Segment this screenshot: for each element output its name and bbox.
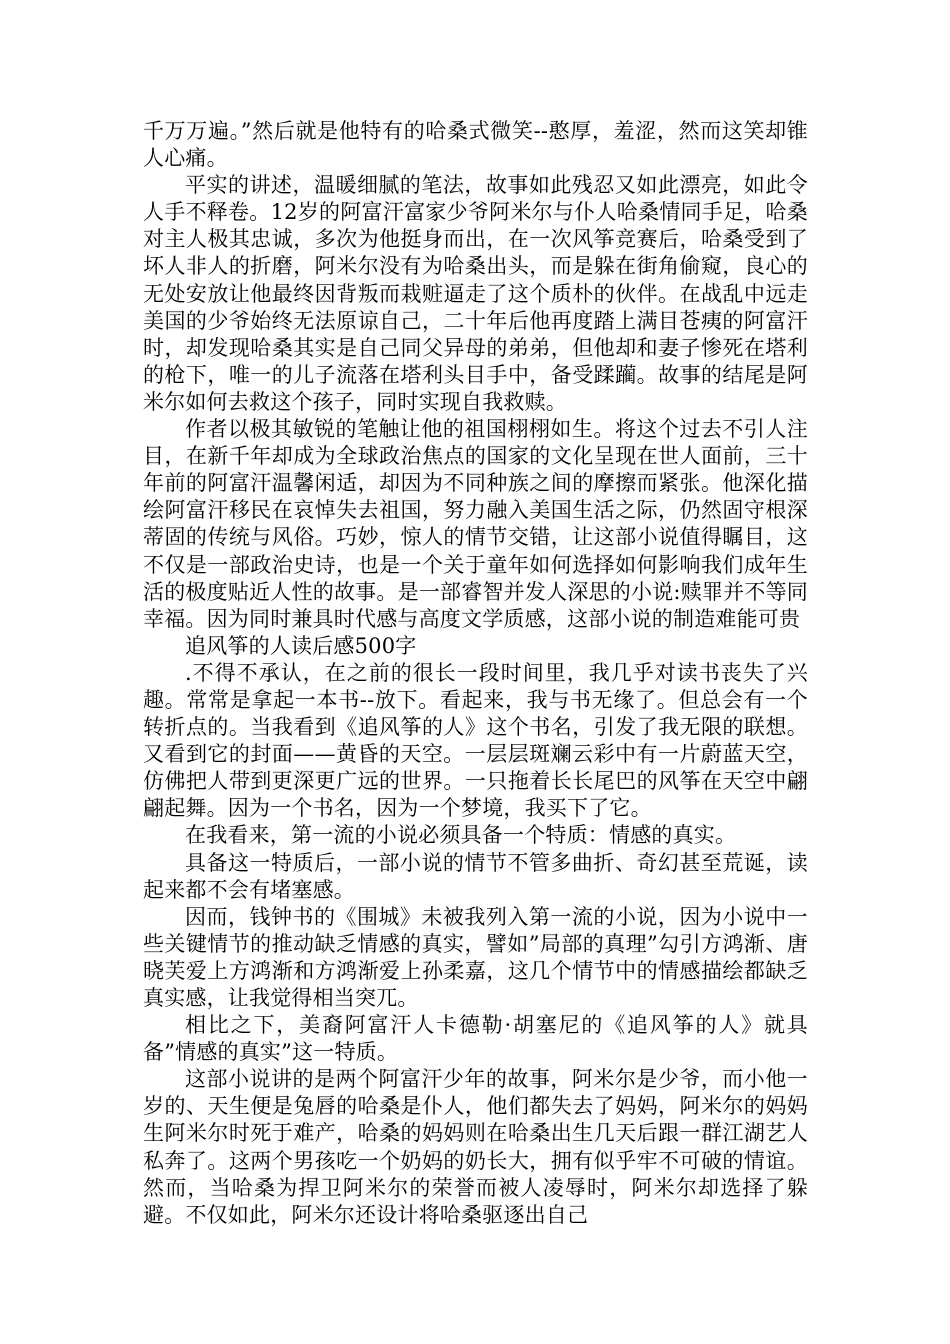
paragraph-story-of-two-boys: 这部小说讲的是两个阿富汗少年的故事，阿米尔是少爷，而小他一岁的、天生便是兔唇的哈桑是仆人，他们都失去了妈妈，阿米尔的妈妈生阿米尔时死于难产，哈桑的妈妈则在哈桑出生几天后跟一群江湖艺人私奔了。这两个男孩吃一个奶妈的奶长大，拥有似乎牢不可破的情谊。然而，当哈桑为捍卫阿米尔的荣誉而被人凌辱时，阿米尔却选择了躲避。不仅如此，阿米尔还设计将哈桑驱逐出自己: [143, 1067, 808, 1227]
paragraph-author-portrayal: 作者以极其敏锐的笔触让他的祖国栩栩如生。将这个过去不引人注目，在新千年却成为全球政治焦点的国家的文化呈现在世人面前，三十年前的阿富汗温馨闲适，却因为不同种族之间的摩擦而紧张。他深化描绘阿富汗移民在哀悼失去祖国，努力融入美国生活之际，仍然固守根深蒂固的传统与风俗。巧妙，惊人的情节交错，让这部小说值得瞩目，这不仅是一部政治史诗，也是一个关于童年如何选择如何影响我们成年生活的极度贴近人性的故事。是一部睿智并发人深思的小说:赎罪并不等同幸福。因为同时兼具时代感与高度文学质感，这部小说的制造难能可贵: [143, 417, 808, 631]
paragraph-continuation: 千万万遍。”然后就是他特有的哈桑式微笑--憨厚，羞涩，然而这笑却锥人心痛。: [143, 119, 808, 171]
document-body: [143, 118, 808, 1229]
paragraph-plot-quality: 具备这一特质后，一部小说的情节不管多曲折、奇幻甚至荒诞，读起来都不会有堵塞感。: [143, 850, 808, 902]
paragraph-comparison: 相比之下，美裔阿富汗人卡德勒·胡塞尼的《追风筝的人》就具备”情感的真实”这一特质。: [143, 1013, 808, 1065]
paragraph-first-class-novel: 在我看来，第一流的小说必须具备一个特质：情感的真实。: [185, 823, 737, 848]
paragraph-story-summary: 平实的讲述，温暖细腻的笔法，故事如此残忍又如此漂亮，如此令人手不释卷。12岁的阿富汗富家少爷阿米尔与仆人哈桑情同手足，哈桑对主人极其忠诚，多次为他挺身而出，在一次风筝竞赛后，哈桑受到了坏人非人的折磨，阿米尔没有为哈桑出头，而是躲在街角偷窥，良心的无处安放让他最终因背叛而栽赃逼走了这个质朴的伙伴。在战乱中远走美国的少爷始终无法原谅自己，二十年后他再度踏上满目苍痍的阿富汗时，却发现哈桑其实是自己同父异母的弟弟，但他却和妻子惨死在塔利的枪下，唯一的儿子流落在塔利头目手中，备受蹂躏。故事的结尾是阿米尔如何去救这个孩子，同时实现自我救赎。: [143, 173, 808, 414]
section-heading: 追风筝的人读后感500字: [185, 633, 417, 658]
paragraph-reading-interest: .不得不承认，在之前的很长一段时间里，我几乎对读书丧失了兴趣。常常是拿起一本书--放下。看起来，我与书无缘了。但总会有一个转折点的。当我看到《追风筝的人》这个书名，引发了我无限的联想。又看到它的封面——黄昏的天空。一层层斑斓云彩中有一片蔚蓝天空，仿佛把人带到更深更广远的世界。一只拖着长长尾巴的风筝在天空中翩翩起舞。因为一个书名，因为一个梦境，我买下了它。: [143, 660, 808, 821]
paragraph-fortress-besieged: 因而，钱钟书的《围城》未被我列入第一流的小说，因为小说中一些关键情节的推动缺乏情感的真实，譬如”局部的真理”勾引方鸿渐、唐晓芙爱上方鸿渐和方鸿渐爱上孙柔嘉，这几个情节中的情感描绘都缺乏真实感，让我觉得相当突兀。: [143, 904, 808, 1010]
